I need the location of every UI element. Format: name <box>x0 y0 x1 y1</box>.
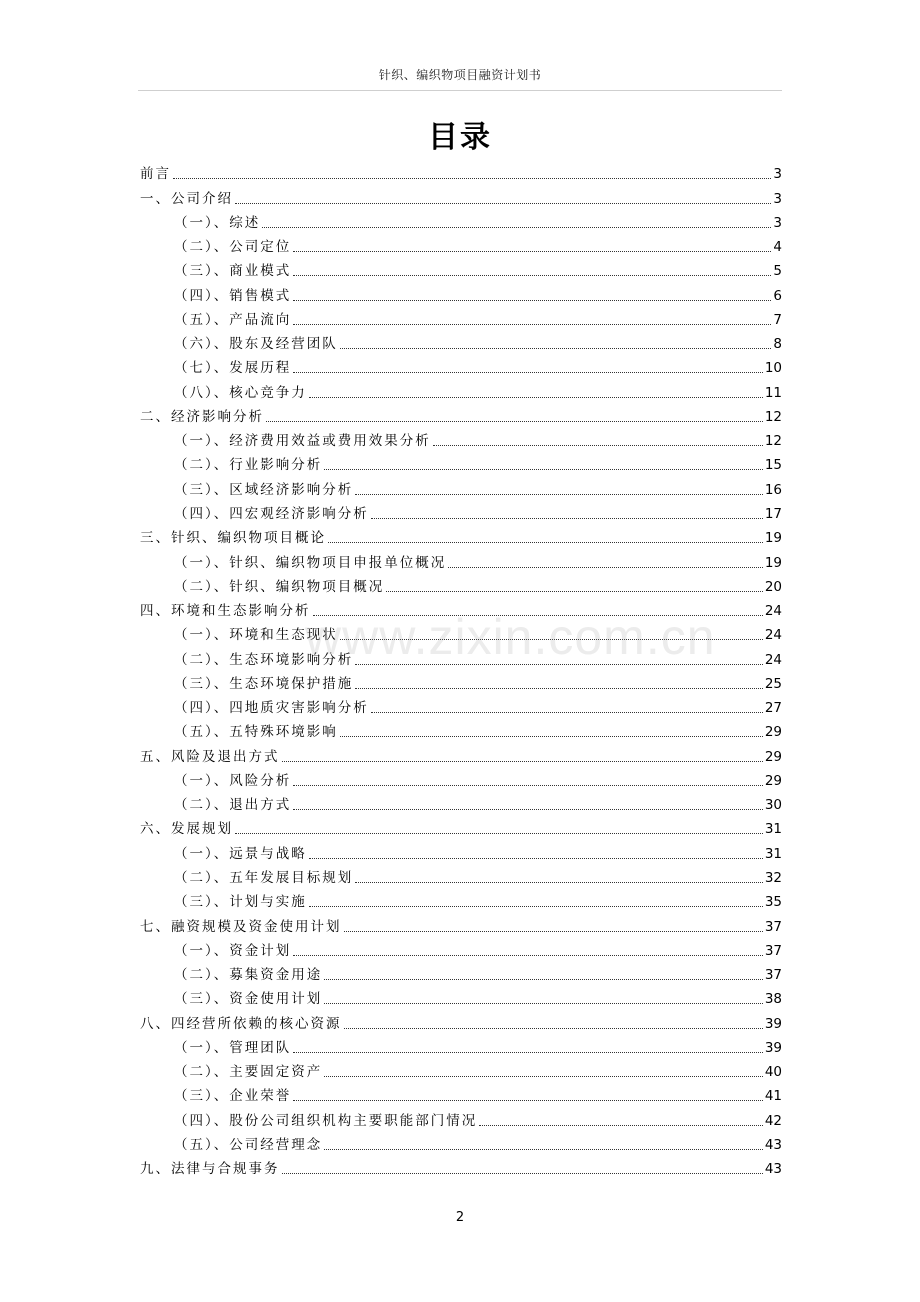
toc-entry[interactable] <box>140 403 782 427</box>
toc-entry-page: 37 <box>764 967 782 984</box>
toc-entry[interactable] <box>140 451 782 475</box>
toc-entry[interactable] <box>140 160 782 184</box>
page-title: 目录 <box>428 120 492 155</box>
toc-entry-page: 43 <box>764 1161 782 1178</box>
toc-entry-title: （三）、计划与实施 <box>174 894 307 911</box>
toc-entry[interactable] <box>140 354 782 378</box>
toc-entry-title: （二）、行业影响分析 <box>174 457 323 474</box>
toc-entry[interactable] <box>140 839 782 863</box>
toc-leader-dots <box>293 1051 763 1053</box>
toc-entry[interactable] <box>140 306 782 330</box>
toc-entry-title: （二）、五年发展目标规划 <box>174 869 354 886</box>
toc-entry-page: 37 <box>764 918 782 935</box>
toc-entry-page: 27 <box>764 700 782 717</box>
toc-leader-dots <box>282 760 763 762</box>
toc-entry-page: 40 <box>764 1064 782 1081</box>
toc-entry-title: 七、融资规模及资金使用计划 <box>140 918 342 935</box>
toc-entry[interactable] <box>140 694 782 718</box>
toc-leader-dots <box>293 299 771 301</box>
toc-entry[interactable] <box>140 548 782 572</box>
toc-entry[interactable] <box>140 257 782 281</box>
running-header: 针织、编织物项目融资计划书 <box>378 68 542 82</box>
toc-entry-page: 8 <box>773 336 782 353</box>
toc-entry-page: 38 <box>764 991 782 1008</box>
toc-entry-page: 29 <box>764 748 782 765</box>
toc-entry-title: （三）、区域经济影响分析 <box>174 481 354 498</box>
toc-leader-dots <box>324 1002 763 1004</box>
toc-entry-page: 3 <box>773 214 782 231</box>
toc-entry-title: （三）、资金使用计划 <box>174 991 323 1008</box>
toc-leader-dots <box>355 881 763 883</box>
toc-entry[interactable] <box>140 1009 782 1033</box>
toc-entry-page: 17 <box>764 505 782 522</box>
toc-entry-title: （一）、针织、编织物项目申报单位概况 <box>174 554 447 571</box>
toc-entry-title: （三）、商业模式 <box>174 263 292 280</box>
toc-leader-dots <box>355 663 763 665</box>
toc-leader-dots <box>293 784 763 786</box>
toc-entry-page: 12 <box>764 408 782 425</box>
toc-entry[interactable] <box>140 815 782 839</box>
toc-leader-dots <box>309 857 763 859</box>
toc-entry-page: 31 <box>764 821 782 838</box>
toc-entry-page: 15 <box>764 457 782 474</box>
toc-leader-dots <box>355 493 763 495</box>
toc-entry[interactable] <box>140 573 782 597</box>
toc-entry-page: 11 <box>764 384 782 401</box>
toc-entry-title: （二）、募集资金用途 <box>174 967 323 984</box>
toc-entry[interactable] <box>140 791 782 815</box>
toc-leader-dots <box>293 371 763 373</box>
toc-leader-dots <box>340 638 763 640</box>
toc-entry[interactable] <box>140 864 782 888</box>
toc-entry-title: （一）、经济费用效益或费用效果分析 <box>174 433 431 450</box>
toc-entry-title: （五）、公司经营理念 <box>174 1136 323 1153</box>
toc-entry[interactable] <box>140 475 782 499</box>
toc-entry[interactable] <box>140 767 782 791</box>
toc-entry-page: 10 <box>764 360 782 377</box>
toc-leader-dots <box>293 954 763 956</box>
toc-entry[interactable] <box>140 961 782 985</box>
toc-entry[interactable] <box>140 1131 782 1155</box>
toc-entry-title: （三）、企业荣誉 <box>174 1088 292 1105</box>
toc-entry-title: （一）、远景与战略 <box>174 845 307 862</box>
toc-entry-page: 24 <box>764 603 782 620</box>
toc-entry[interactable] <box>140 597 782 621</box>
toc-leader-dots <box>386 590 763 592</box>
toc-leader-dots <box>328 541 763 543</box>
toc-leader-dots <box>282 1172 763 1174</box>
toc-entry[interactable] <box>140 912 782 936</box>
toc-entry[interactable] <box>140 1058 782 1082</box>
toc-leader-dots <box>235 202 771 204</box>
toc-entry-title: 一、公司介绍 <box>140 190 233 207</box>
toc-entry-title: 三、针织、编织物项目概论 <box>140 530 326 547</box>
toc-entry-page: 4 <box>773 239 782 256</box>
toc-entry[interactable] <box>140 524 782 548</box>
toc-entry-page: 39 <box>764 1015 782 1032</box>
toc-entry-title: （一）、管理团队 <box>174 1039 292 1056</box>
toc-entry-title: （六）、股东及经营团队 <box>174 336 338 353</box>
toc-entry-page: 24 <box>764 627 782 644</box>
toc-leader-dots <box>293 250 771 252</box>
page-number: 2 <box>455 1210 465 1225</box>
toc-entry-title: （七）、发展历程 <box>174 360 292 377</box>
toc-leader-dots <box>293 323 771 325</box>
toc-leader-dots <box>340 735 763 737</box>
toc-leader-dots <box>293 808 763 810</box>
toc-entry-page: 25 <box>764 675 782 692</box>
toc-entry[interactable] <box>140 621 782 645</box>
toc-entry-title: 四、环境和生态影响分析 <box>140 603 311 620</box>
toc-leader-dots <box>340 347 772 349</box>
toc-entry-title: （四）、销售模式 <box>174 287 292 304</box>
toc-leader-dots <box>324 1075 763 1077</box>
toc-entry-title: （八）、核心竞争力 <box>174 384 307 401</box>
toc-entry[interactable] <box>140 281 782 305</box>
toc-entry-title: （二）、生态环境影响分析 <box>174 651 354 668</box>
toc-entry[interactable] <box>140 184 782 208</box>
toc-entry-page: 7 <box>773 311 782 328</box>
toc-entry[interactable] <box>140 233 782 257</box>
toc-entry-title: （四）、四宏观经济影响分析 <box>174 505 369 522</box>
toc-entry-title: 八、四经营所依赖的核心资源 <box>140 1015 342 1032</box>
toc-entry-title: （二）、针织、编织物项目概况 <box>174 578 385 595</box>
toc-leader-dots <box>293 1099 763 1101</box>
toc-entry-title: 五、风险及退出方式 <box>140 748 280 765</box>
toc-entry-title: （二）、公司定位 <box>174 239 292 256</box>
toc-entry[interactable] <box>140 427 782 451</box>
toc-entry-page: 16 <box>764 481 782 498</box>
header-rule <box>138 90 782 91</box>
toc-entry[interactable] <box>140 985 782 1009</box>
toc-entry-title: （五）、五特殊环境影响 <box>174 724 338 741</box>
toc-entry-title: （五）、产品流向 <box>174 311 292 328</box>
toc-entry-title: （四）、四地质灾害影响分析 <box>174 700 369 717</box>
toc-entry-page: 24 <box>764 651 782 668</box>
toc-entry-page: 35 <box>764 894 782 911</box>
toc-entry-page: 3 <box>773 190 782 207</box>
toc-entry-title: （一）、资金计划 <box>174 942 292 959</box>
toc-leader-dots <box>448 566 763 568</box>
toc-leader-dots <box>324 978 763 980</box>
toc-entry-title: （一）、风险分析 <box>174 772 292 789</box>
toc-entry[interactable] <box>140 937 782 961</box>
toc-entry-title: （二）、退出方式 <box>174 797 292 814</box>
toc-entry-page: 19 <box>764 530 782 547</box>
toc-entry-page: 32 <box>764 869 782 886</box>
toc-entry-title: （二）、主要固定资产 <box>174 1064 323 1081</box>
toc-leader-dots <box>355 687 763 689</box>
toc-entry-page: 37 <box>764 942 782 959</box>
toc-entry-page: 3 <box>773 166 782 183</box>
toc-leader-dots <box>266 420 763 422</box>
toc-leader-dots <box>173 177 771 179</box>
toc-entry-title: （一）、综述 <box>174 214 261 231</box>
toc-leader-dots <box>235 832 763 834</box>
toc-entry[interactable] <box>140 645 782 669</box>
toc-entry-title: 前言 <box>140 166 171 183</box>
toc-entry-title: （一）、环境和生态现状 <box>174 627 338 644</box>
toc-leader-dots <box>324 1148 763 1150</box>
toc-entry[interactable] <box>140 500 782 524</box>
toc-entry-page: 5 <box>773 263 782 280</box>
toc-entry-page: 30 <box>764 797 782 814</box>
toc-entry-page: 42 <box>764 1112 782 1129</box>
toc-entry[interactable] <box>140 1155 782 1179</box>
toc-entry[interactable] <box>140 718 782 742</box>
toc-leader-dots <box>344 1027 763 1029</box>
toc-entry-page: 41 <box>764 1088 782 1105</box>
toc-entry-page: 19 <box>764 554 782 571</box>
toc-leader-dots <box>371 711 763 713</box>
toc-leader-dots <box>293 274 771 276</box>
toc-entry[interactable] <box>140 888 782 912</box>
toc-entry-page: 20 <box>764 578 782 595</box>
toc-leader-dots <box>262 226 771 228</box>
toc-entry-title: 九、法律与合规事务 <box>140 1161 280 1178</box>
toc-entry-page: 43 <box>764 1136 782 1153</box>
toc-entry[interactable] <box>140 1106 782 1130</box>
toc-leader-dots <box>309 396 763 398</box>
toc-leader-dots <box>479 1124 763 1126</box>
toc-leader-dots <box>344 930 763 932</box>
toc-entry-title: 六、发展规划 <box>140 821 233 838</box>
toc-entry-title: （三）、生态环境保护措施 <box>174 675 354 692</box>
toc-entry[interactable] <box>140 330 782 354</box>
toc-entry-page: 39 <box>764 1039 782 1056</box>
toc-entry[interactable] <box>140 742 782 766</box>
toc-leader-dots <box>433 444 763 446</box>
toc-entry[interactable] <box>140 378 782 402</box>
toc-entry[interactable] <box>140 670 782 694</box>
toc-entry[interactable] <box>140 209 782 233</box>
toc-entry-page: 29 <box>764 724 782 741</box>
toc-entry[interactable] <box>140 1034 782 1058</box>
toc-entry-page: 31 <box>764 845 782 862</box>
table-of-contents <box>140 160 782 1179</box>
toc-leader-dots <box>371 517 763 519</box>
toc-entry-title: 二、经济影响分析 <box>140 408 264 425</box>
toc-entry-page: 29 <box>764 772 782 789</box>
watermark: www.zixin.com.cn <box>305 609 716 665</box>
toc-leader-dots <box>324 468 763 470</box>
toc-entry-title: （四）、股份公司组织机构主要职能部门情况 <box>174 1112 478 1129</box>
toc-leader-dots <box>309 905 763 907</box>
toc-leader-dots <box>313 614 763 616</box>
toc-entry-page: 12 <box>764 433 782 450</box>
toc-entry-page: 6 <box>773 287 782 304</box>
toc-entry[interactable] <box>140 1082 782 1106</box>
